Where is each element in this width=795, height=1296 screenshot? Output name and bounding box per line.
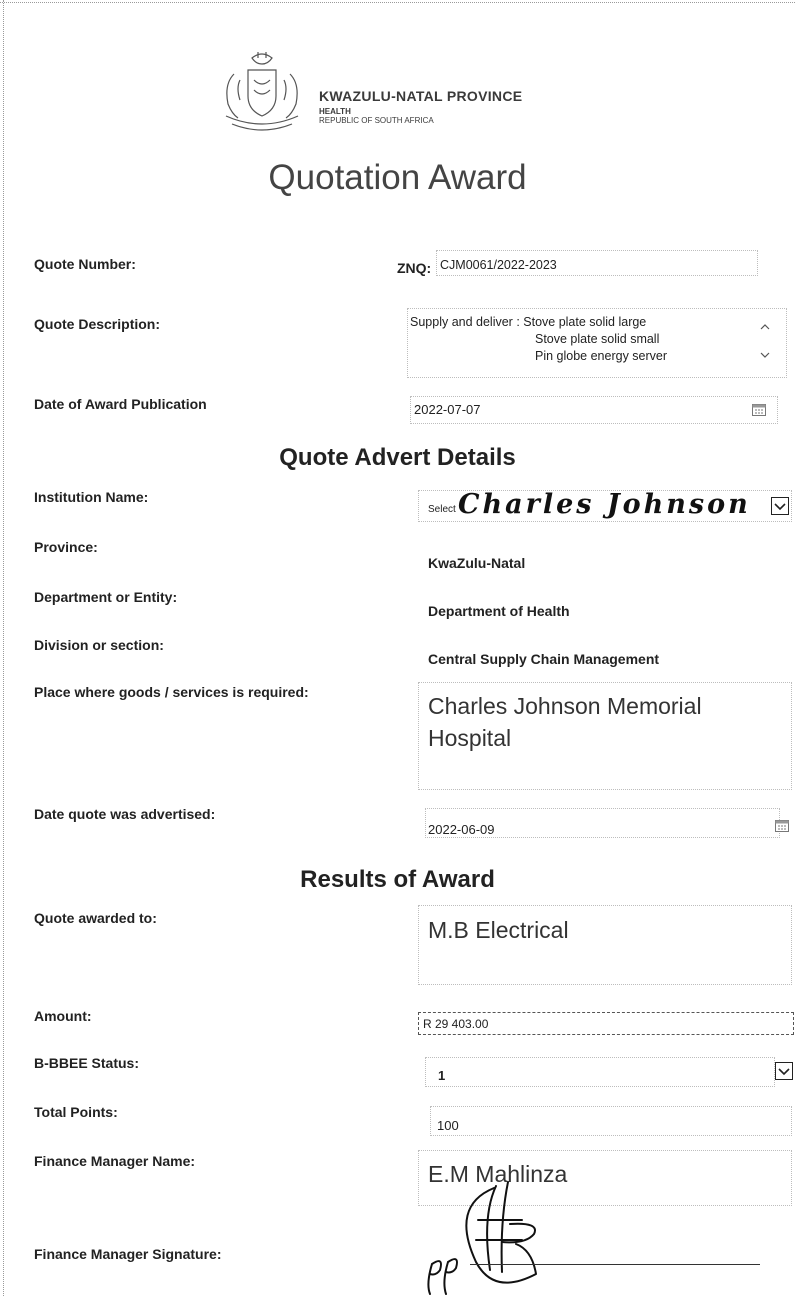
quote-description-text [410, 314, 667, 365]
province-value: KwaZulu-Natal [428, 555, 526, 571]
department-heading: HEALTH [319, 107, 351, 116]
bbbee-status-value: 1 [438, 1068, 446, 1083]
publication-date-label: Date of Award Publication [34, 396, 207, 412]
finance-manager-name-label: Finance Manager Name: [34, 1153, 196, 1169]
quote-description-label: Quote Description: [34, 316, 161, 332]
dropdown-arrow-icon [776, 1063, 792, 1079]
bbbee-dropdown-button[interactable] [775, 1062, 793, 1080]
page-top-edge [0, 2, 795, 3]
institution-dropdown-button[interactable] [771, 497, 789, 515]
place-required-label: Place where goods / services is required: [34, 684, 309, 700]
institution-select-text: Select [428, 504, 456, 515]
total-points-label: Total Points: [34, 1104, 118, 1120]
calendar-icon[interactable] [752, 403, 766, 416]
signature-line [470, 1264, 760, 1265]
coat-of-arms-logo [212, 50, 312, 136]
publication-date-value: 2022-07-07 [414, 402, 481, 417]
results-section-title: Results of Award [300, 866, 495, 893]
division-label: Division or section: [34, 637, 164, 653]
finance-manager-signature [420, 1180, 620, 1296]
division-value: Central Supply Chain Management [428, 651, 660, 667]
calendar-icon[interactable] [775, 819, 789, 832]
dropdown-arrow-icon [772, 498, 788, 514]
institution-name-label: Institution Name: [34, 489, 149, 505]
description-line: Stove plate solid small [535, 332, 660, 346]
province-heading: KWAZULU-NATAL PROVINCE [319, 88, 523, 104]
page-title: Quotation Award [268, 158, 527, 197]
quote-awarded-value: M.B Electrical [428, 917, 569, 943]
bbbee-status-label: B-BBEE Status: [34, 1055, 140, 1071]
advert-section-title: Quote Advert Details [279, 444, 516, 471]
quote-number-value: CJM0061/2022-2023 [440, 258, 557, 272]
quote-awarded-label: Quote awarded to: [34, 910, 157, 926]
total-points-value: 100 [437, 1118, 459, 1133]
description-line: Supply and deliver : Stove plate solid large [410, 315, 647, 329]
department-value: Department of Health [428, 603, 570, 619]
scroll-up-icon[interactable] [759, 322, 771, 332]
province-label: Province: [34, 539, 98, 555]
quote-number-label: Quote Number: [34, 256, 136, 272]
finance-manager-signature-label: Finance Manager Signature: [34, 1246, 222, 1262]
place-required-value: Charles Johnson Memorial Hospital [428, 693, 702, 751]
total-points-field[interactable] [430, 1106, 792, 1136]
quote-number-prefix: ZNQ: [397, 260, 432, 276]
amount-label: Amount: [34, 1008, 92, 1024]
republic-heading: REPUBLIC OF SOUTH AFRICA [319, 116, 434, 125]
scroll-down-icon[interactable] [759, 350, 771, 360]
institution-handwritten-name: Charles Johnson [458, 489, 751, 520]
date-advertised-value: 2022-06-09 [428, 822, 495, 837]
finance-manager-name-value: E.M Mahlinza [428, 1161, 568, 1187]
amount-value: R 29 403.00 [423, 1017, 489, 1031]
date-advertised-label: Date quote was advertised: [34, 806, 216, 822]
description-line: Pin globe energy server [535, 349, 668, 363]
bbbee-status-select[interactable] [425, 1057, 775, 1087]
department-label: Department or Entity: [34, 589, 178, 605]
